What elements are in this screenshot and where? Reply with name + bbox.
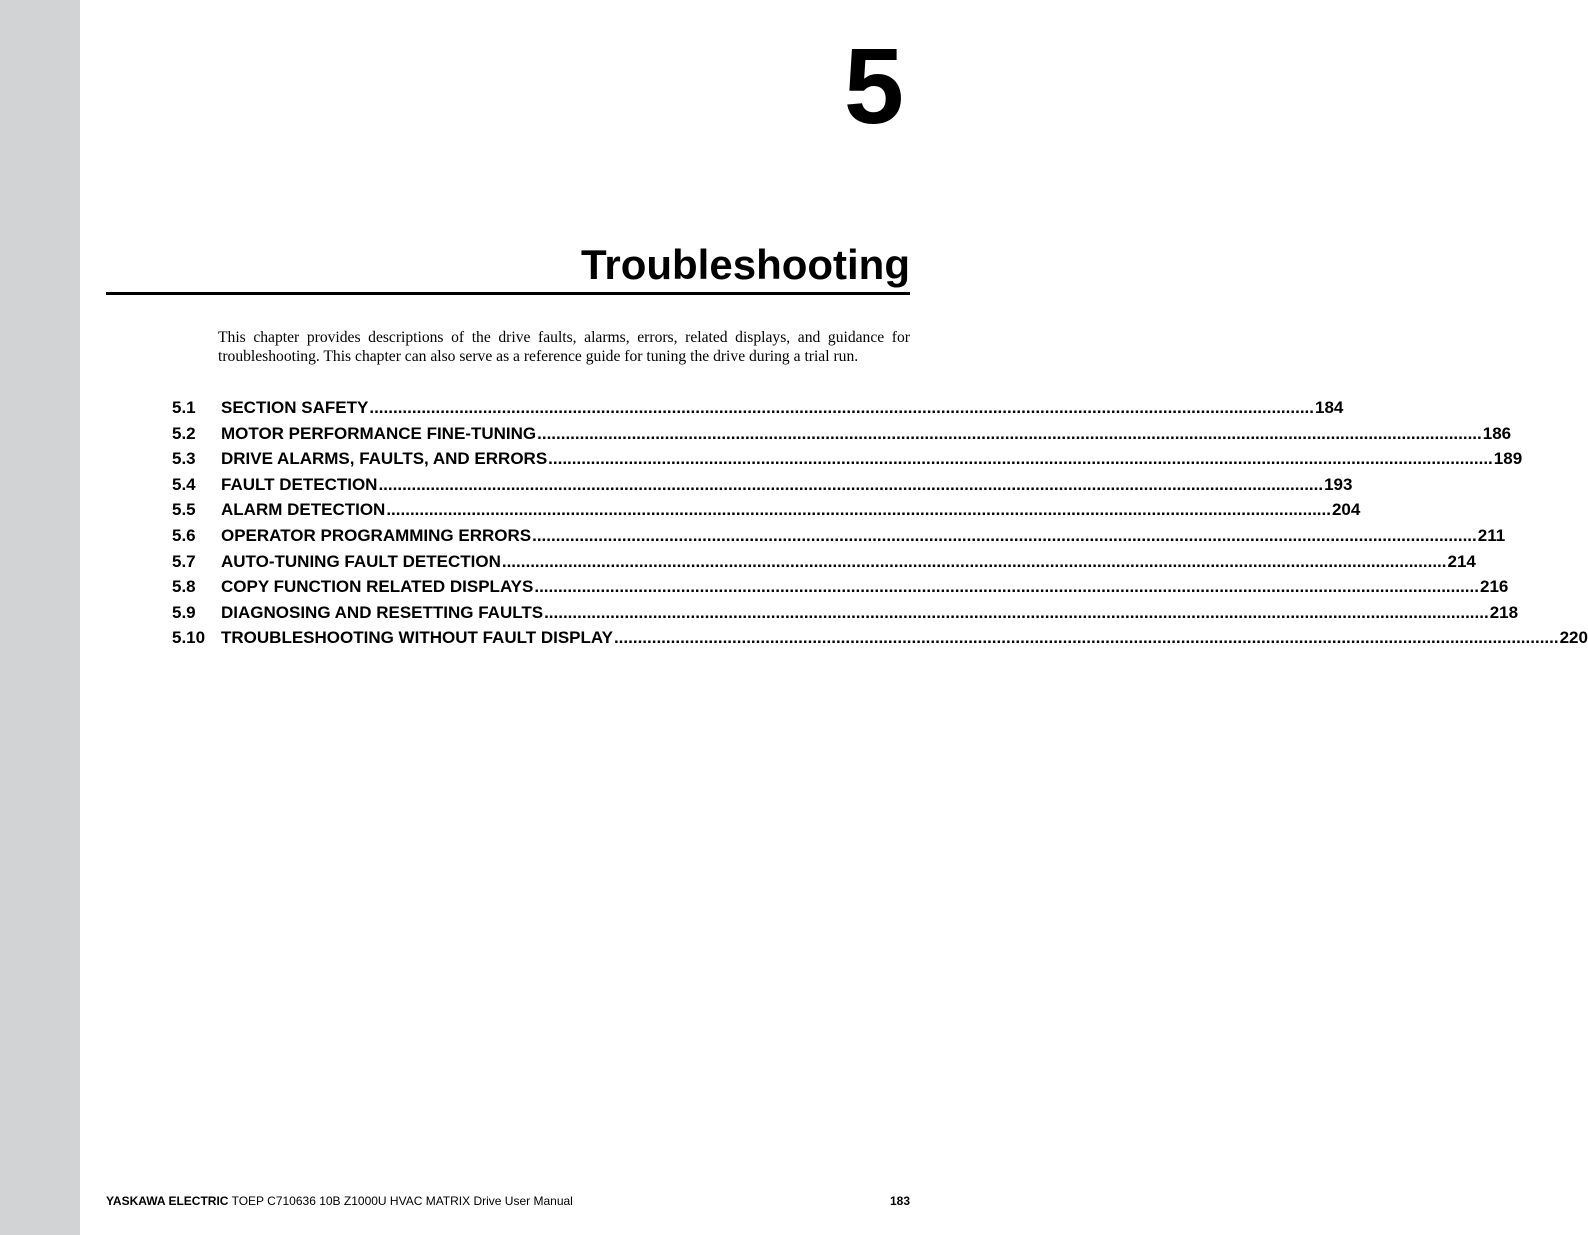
toc-title: DIAGNOSING AND RESETTING FAULTS — [221, 602, 544, 622]
toc-title: SECTION SAFETY — [221, 398, 369, 417]
toc-leader: ........................................................................................................................................................................................................ — [534, 577, 1479, 597]
toc-leader: ........................................................................................................................................................................................................ — [613, 628, 1559, 648]
toc-leader: ........................................................................................................................................................................................................ — [501, 551, 1447, 571]
toc-leader: ........................................................................................................................................................................................................ — [386, 500, 1331, 520]
title-rule — [106, 292, 910, 295]
toc-entry[interactable] — [172, 474, 1353, 501]
toc-entry[interactable] — [172, 577, 1509, 603]
toc-page: 189 — [1493, 449, 1523, 469]
toc-number: 5.1 — [172, 398, 196, 417]
toc-entry[interactable] — [172, 398, 1344, 424]
toc-page: 204 — [1331, 500, 1361, 520]
table-of-contents — [172, 398, 1588, 654]
toc-leader: ........................................................................................................................................................................................................ — [378, 474, 1324, 494]
toc-number: 5.9 — [172, 602, 196, 622]
chapter-number: 5 — [843, 25, 902, 146]
chapter-title: Troubleshooting — [581, 241, 910, 288]
toc-title: ALARM DETECTION — [221, 500, 386, 520]
toc-entry[interactable] — [172, 525, 1506, 552]
toc-leader: ........................................................................................................................................................................................................ — [369, 398, 1314, 417]
toc-page: 211 — [1477, 525, 1506, 545]
chapter-intro: This chapter provides descriptions of the drive faults, alarms, errors, related displays, and guidance for troubleshooting. This chapter can also serve as a reference guide for tuning the drive during a trial run. — [218, 329, 910, 365]
toc-page: 218 — [1489, 602, 1519, 622]
toc-title: OPERATOR PROGRAMMING ERRORS — [221, 525, 532, 545]
toc-number: 5.2 — [172, 423, 196, 443]
toc-entry[interactable] — [172, 449, 1523, 475]
toc-title: FAULT DETECTION — [221, 474, 378, 494]
toc-title: COPY FUNCTION RELATED DISPLAYS — [221, 577, 534, 597]
toc-number: 5.7 — [172, 551, 196, 571]
toc-number: 5.6 — [172, 525, 196, 545]
toc-page: 193 — [1324, 474, 1353, 494]
toc-leader: ........................................................................................................................................................................................................ — [532, 525, 1477, 545]
footer-manual-title: TOEP C710636 10B Z1000U HVAC MATRIX Drive User Manual — [228, 1194, 573, 1208]
toc-page: 186 — [1482, 423, 1512, 443]
toc-page: 184 — [1315, 398, 1344, 417]
toc-page: 220 — [1559, 628, 1588, 648]
toc-title: AUTO-TUNING FAULT DETECTION — [221, 551, 501, 571]
footer-brand: YASKAWA ELECTRIC — [106, 1194, 229, 1208]
footer-manual-info — [106, 1194, 573, 1208]
toc-number: 5.5 — [172, 500, 196, 520]
toc-entry[interactable] — [172, 602, 1519, 629]
toc-entry[interactable] — [172, 551, 1476, 578]
toc-number: 5.4 — [172, 474, 196, 494]
page-footer — [106, 1194, 910, 1208]
toc-entry[interactable] — [172, 500, 1361, 526]
toc-title: MOTOR PERFORMANCE FINE-TUNING — [221, 423, 537, 443]
toc-page: 214 — [1447, 551, 1476, 571]
footer-page-number: 183 — [889, 1194, 910, 1208]
toc-leader: ........................................................................................................................................................................................................ — [548, 449, 1493, 469]
toc-leader: ........................................................................................................................................................................................................ — [544, 602, 1489, 622]
toc-number: 5.3 — [172, 449, 196, 469]
toc-page: 216 — [1479, 577, 1509, 597]
toc-title: TROUBLESHOOTING WITHOUT FAULT DISPLAY — [221, 628, 613, 648]
toc-title: DRIVE ALARMS, FAULTS, AND ERRORS — [221, 449, 548, 469]
toc-number: 5.10 — [172, 628, 206, 648]
toc-leader: ........................................................................................................................................................................................................ — [537, 423, 1482, 443]
toc-number: 5.8 — [172, 577, 196, 597]
page-side-band — [0, 0, 80, 1235]
toc-entry[interactable] — [172, 628, 1588, 654]
toc-entry[interactable] — [172, 423, 1512, 450]
